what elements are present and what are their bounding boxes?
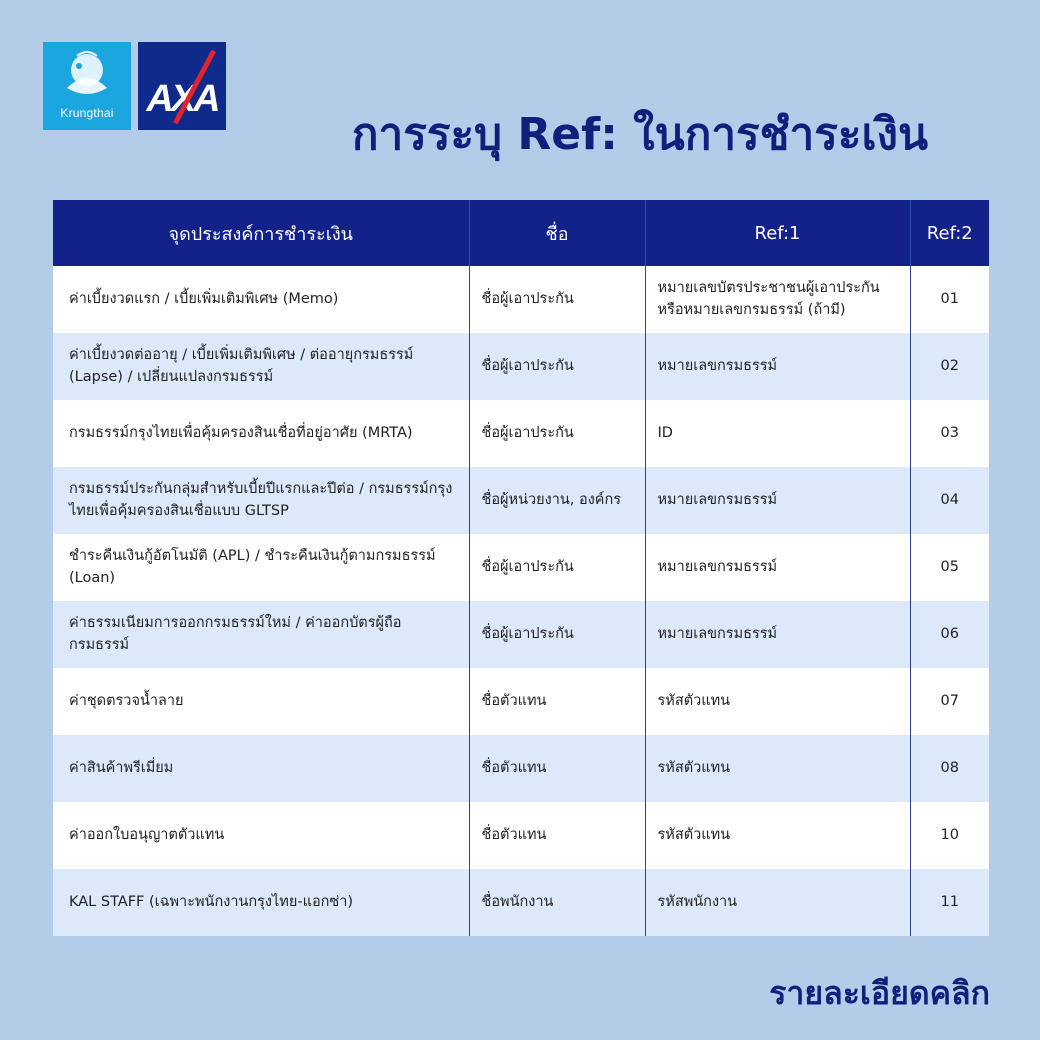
krungthai-logo-text: Krungthai xyxy=(60,106,114,120)
cell-purpose: กรมธรรม์กรุงไทยเพื่อคุ้มครองสินเชื่อที่อยู่อาศัย (MRTA) xyxy=(53,400,469,467)
cell-name: ชื่อตัวแทน xyxy=(469,735,645,802)
cell-ref1: รหัสตัวแทน xyxy=(645,668,910,735)
table-row xyxy=(53,467,989,534)
cell-ref2: 05 xyxy=(910,534,989,601)
cell-purpose: ค่าออกใบอนุญาตตัวแทน xyxy=(53,802,469,869)
table-row xyxy=(53,534,989,601)
cell-name: ชื่อผู้เอาประกัน xyxy=(469,601,645,668)
cell-name: ชื่อพนักงาน xyxy=(469,869,645,936)
cell-purpose: ค่าเบี้ยงวดแรก / เบี้ยเพิ่มเติมพิเศษ (Memo) xyxy=(53,266,469,333)
cell-ref2: 01 xyxy=(910,266,989,333)
cell-name: ชื่อผู้เอาประกัน xyxy=(469,534,645,601)
cell-ref2: 11 xyxy=(910,869,989,936)
cell-ref1: หมายเลขกรมธรรม์ xyxy=(645,534,910,601)
cell-name: ชื่อผู้เอาประกัน xyxy=(469,400,645,467)
details-link[interactable]: รายละเอียดคลิก xyxy=(769,974,990,1012)
header-ref2: Ref:2 xyxy=(910,200,989,266)
cell-purpose: ค่าเบี้ยงวดต่ออายุ / เบี้ยเพิ่มเติมพิเศษ / ต่ออายุกรมธรรม์ (Lapse) / เปลี่ยนแปลงกรมธรรม์ xyxy=(53,333,469,400)
cell-purpose: กรมธรรม์ประกันกลุ่มสำหรับเบี้ยปีแรกและปีต่อ / กรมธรรม์กรุงไทยเพื่อคุ้มครองสินเชื่อแบบ GLTSP xyxy=(53,467,469,534)
table-row xyxy=(53,869,989,936)
axa-logo xyxy=(138,42,226,130)
krungthai-bird-icon xyxy=(57,48,117,104)
table-row xyxy=(53,802,989,869)
cell-ref1: หมายเลขบัตรประชาชนผู้เอาประกัน หรือหมายเลขกรมธรรม์ (ถ้ามี) xyxy=(645,266,910,333)
table-row xyxy=(53,735,989,802)
cell-ref1: รหัสตัวแทน xyxy=(645,802,910,869)
cell-purpose: KAL STAFF (เฉพาะพนักงานกรุงไทย-แอกซ่า) xyxy=(53,869,469,936)
payment-reference-table xyxy=(53,200,989,936)
axa-logo-text: AXA xyxy=(146,78,218,120)
cell-name: ชื่อผู้เอาประกัน xyxy=(469,333,645,400)
cell-ref1: หมายเลขกรมธรรม์ xyxy=(645,333,910,400)
page-title: การระบุ Ref: ในการชำระเงิน xyxy=(351,109,929,161)
cell-ref1: รหัสพนักงาน xyxy=(645,869,910,936)
cell-name: ชื่อผู้เอาประกัน xyxy=(469,266,645,333)
cell-name: ชื่อตัวแทน xyxy=(469,668,645,735)
table-row xyxy=(53,333,989,400)
cell-name: ชื่อตัวแทน xyxy=(469,802,645,869)
header-name: ชื่อ xyxy=(469,200,645,266)
cell-ref2: 04 xyxy=(910,467,989,534)
table-row xyxy=(53,400,989,467)
cell-ref1: ID xyxy=(645,400,910,467)
table-row xyxy=(53,266,989,333)
cell-ref2: 07 xyxy=(910,668,989,735)
cell-purpose: ค่าสินค้าพรีเมี่ยม xyxy=(53,735,469,802)
cell-ref1: หมายเลขกรมธรรม์ xyxy=(645,601,910,668)
cell-purpose: ค่าชุดตรวจน้ำลาย xyxy=(53,668,469,735)
table-row xyxy=(53,668,989,735)
cell-ref1: หมายเลขกรมธรรม์ xyxy=(645,467,910,534)
cell-ref2: 03 xyxy=(910,400,989,467)
cell-name: ชื่อผู้หน่วยงาน, องค์กร xyxy=(469,467,645,534)
header-ref1: Ref:1 xyxy=(645,200,910,266)
cell-purpose: ชำระคืนเงินกู้อัตโนมัติ (APL) / ชำระคืนเงินกู้ตามกรมธรรม์ (Loan) xyxy=(53,534,469,601)
table-header-row xyxy=(53,200,989,266)
cell-ref2: 10 xyxy=(910,802,989,869)
cell-purpose: ค่าธรรมเนียมการออกกรมธรรม์ใหม่ / ค่าออกบัตรผู้ถือกรมธรรม์ xyxy=(53,601,469,668)
cell-ref1: รหัสตัวแทน xyxy=(645,735,910,802)
header-purpose: จุดประสงค์การชำระเงิน xyxy=(53,200,469,266)
table-row xyxy=(53,601,989,668)
cell-ref2: 06 xyxy=(910,601,989,668)
krungthai-logo xyxy=(43,42,131,130)
cell-ref2: 08 xyxy=(910,735,989,802)
cell-ref2: 02 xyxy=(910,333,989,400)
